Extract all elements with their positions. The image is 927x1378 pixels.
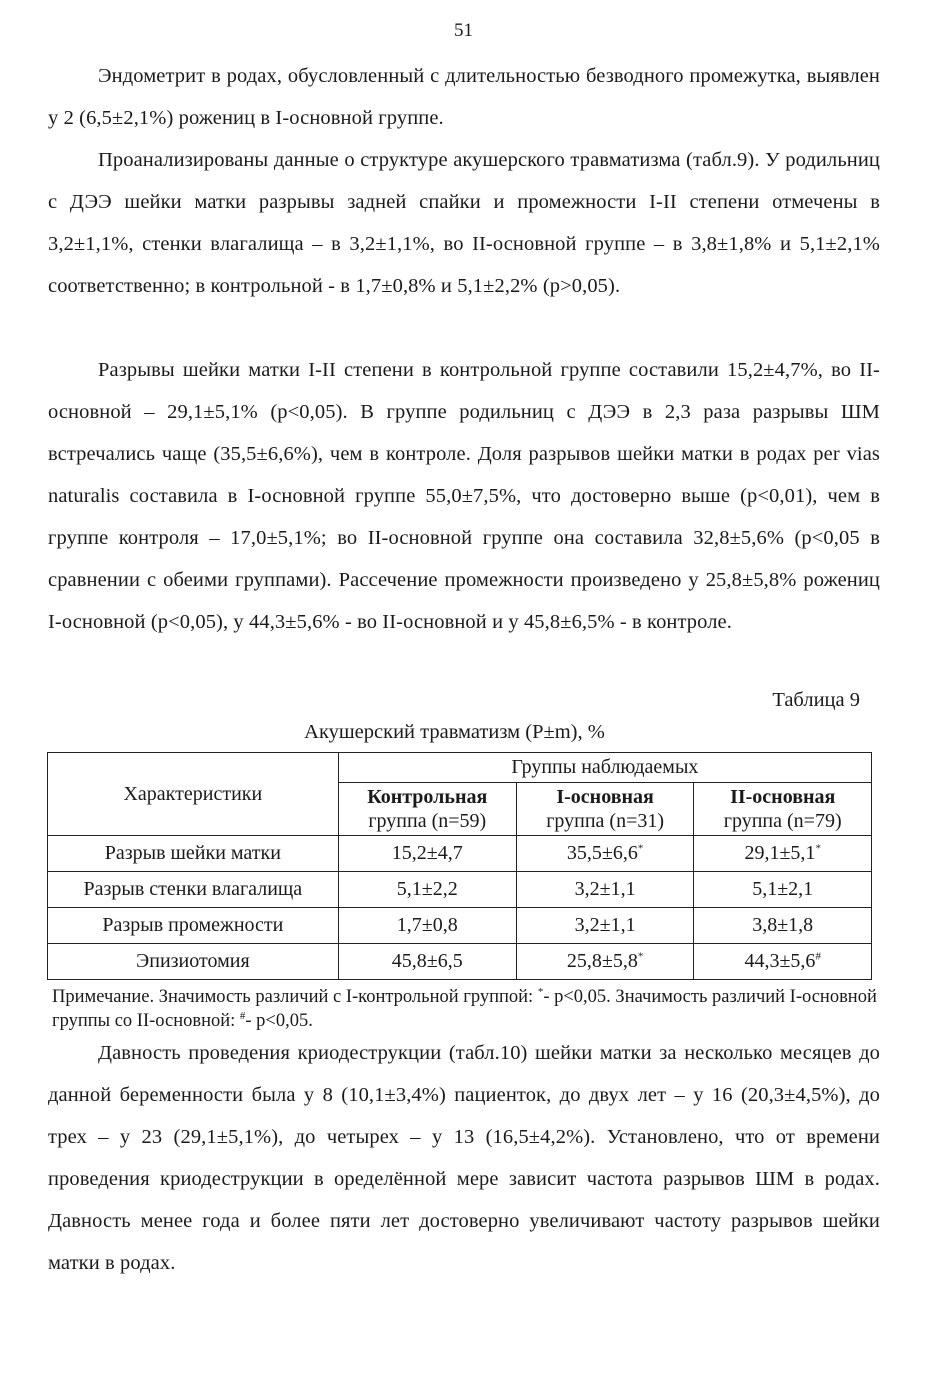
cell-value: 35,5±6,6* — [516, 836, 694, 872]
table-note: Примечание. Значимость различий с I-контрольной группой: *- р<0,05. Значимость различий I-основной группы со II-основной: #- р<0,05. — [52, 985, 877, 1031]
column-sub: группа (n=31) — [546, 810, 665, 832]
column-sub: группа (n=59) — [368, 810, 487, 832]
cell-value: 29,1±5,1* — [694, 836, 872, 872]
cell-value: 25,8±5,8* — [516, 944, 694, 980]
table-row — [48, 944, 872, 980]
table-row — [48, 836, 872, 872]
row-label: Эпизиотомия — [48, 944, 339, 980]
cell-value: 45,8±6,5 — [338, 944, 516, 980]
row-label: Разрыв промежности — [48, 908, 339, 944]
cell-value: 3,8±1,8 — [694, 908, 872, 944]
paragraph-text: Разрывы шейки матки I-II степени в контрольной группе составили 15,2±4,7%, во II-основной – 29,1±5,1% (р<0,05). В группе родильниц с ДЭЭ в 2,3 раза разрывы ШМ встречались чаще (35,5±6,6%), чем в контроле. Доля разрывов шейки матки в родах per vias naturalis составила в I-основной группе 55,0±7,5%, что достоверно выше (р<0,01), чем в группе контроля – 17,0±5,1%; во II-основной группе она составила 32,8±5,6% (р<0,05 в сравнении с обеими группами). Рассечение промежности произведено у 25,8±5,8% рожениц I-основной (р<0,05), у 44,3±5,6% - во II-основной и у 45,8±6,5% - в контроле. — [48, 359, 880, 633]
table-title — [0, 721, 927, 744]
column-header-control — [338, 783, 516, 836]
paragraph-endometritis — [48, 55, 880, 139]
cell-value: 5,1±2,2 — [338, 872, 516, 908]
table-title-text: Акушерский травматизм (Р±m), % — [304, 721, 605, 743]
paragraph-cervical-ruptures — [48, 349, 880, 643]
column-sub: группа (n=79) — [723, 810, 842, 832]
cell-value: 3,2±1,1 — [516, 872, 694, 908]
column-name: II-основная — [730, 786, 836, 808]
paragraph-text: Давность проведения криодеструкции (табл.10) шейки матки за несколько месяцев до данной беременности была у 8 (10,1±3,4%) пациенток, до двух лет – у 16 (20,3±4,5%), до трех – у 23 (29,1±5,1%), до четырех – у 13 (16,5±4,2%). Установлено, что от времени проведения криодеструкции в оределённой мере зависит частота разрывов ШМ в родах. Давность менее года и более пяти лет достоверно увеличивают частоту разрывов шейки матки в родах. — [48, 1042, 880, 1274]
paragraph-text: Эндометрит в родах, обусловленный с длительностью безводного промежутка, выявлен у 2 (6,5±2,1%) рожениц в I-основной группе. — [48, 65, 880, 129]
paragraph-trauma-structure — [48, 139, 880, 307]
column-header-main1 — [516, 783, 694, 836]
cell-value: 15,2±4,7 — [338, 836, 516, 872]
cell-value: 5,1±2,1 — [694, 872, 872, 908]
row-label: Разрыв шейки матки — [48, 836, 339, 872]
column-name: Контрольная — [367, 786, 488, 808]
page-number: 51 — [454, 20, 473, 41]
paragraph-cryodestruction — [48, 1032, 880, 1284]
cell-value: 1,7±0,8 — [338, 908, 516, 944]
row-label: Разрыв стенки влагалища — [48, 872, 339, 908]
table-caption: Таблица 9 — [772, 689, 860, 711]
group-header-cell: Группы наблюдаемых — [338, 753, 871, 783]
trauma-table — [47, 752, 872, 980]
table-row — [48, 872, 872, 908]
row-header-cell: Характеристики — [48, 753, 339, 836]
column-name: I-основная — [556, 786, 654, 808]
cell-value: 44,3±5,6# — [694, 944, 872, 980]
cell-value: 3,2±1,1 — [516, 908, 694, 944]
table-header-row — [48, 753, 872, 783]
column-header-main2 — [694, 783, 872, 836]
paragraph-text: Проанализированы данные о структуре акушерского травматизма (табл.9). У родильниц с ДЭЭ шейки матки разрывы задней спайки и промежности I-II степени отмечены в 3,2±1,1%, стенки влагалища – в 3,2±1,1%, во II-основной группе – в 3,8±1,8% и 5,1±2,1% соответственно; в контрольной - в 1,7±0,8% и 5,1±2,2% (р>0,05). — [48, 149, 880, 297]
table-row — [48, 908, 872, 944]
